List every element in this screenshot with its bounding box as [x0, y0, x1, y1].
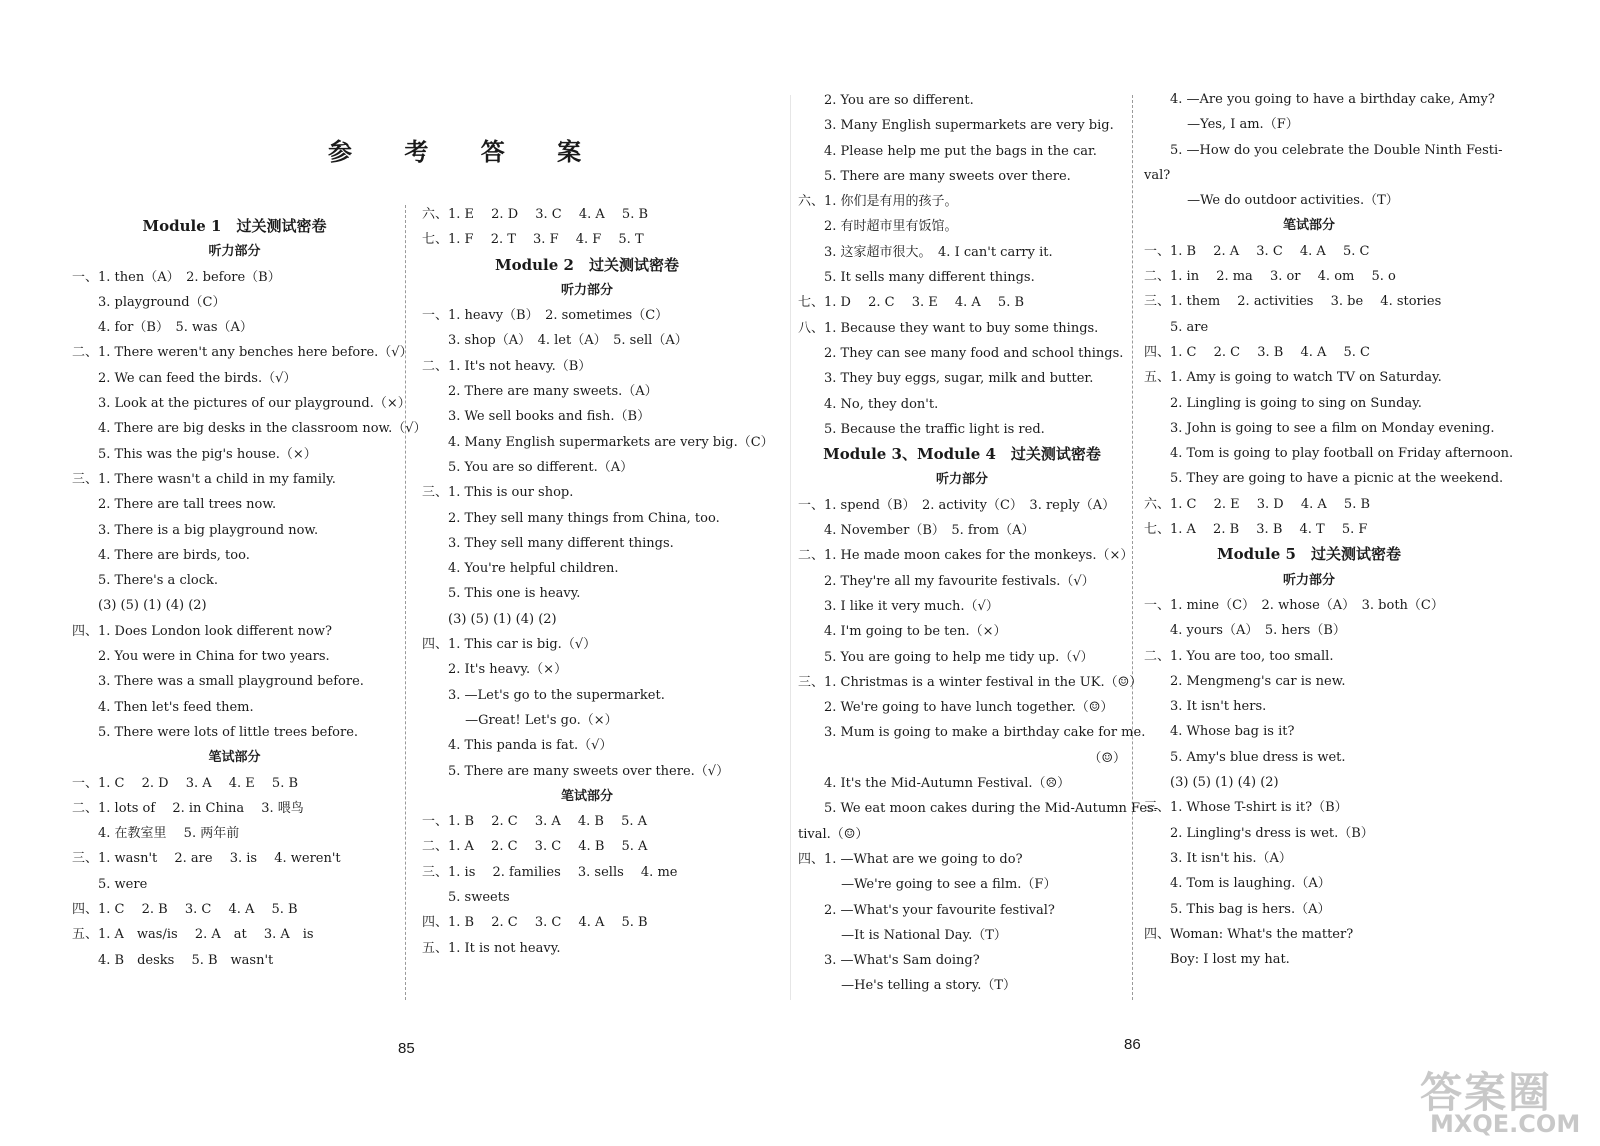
section-heading: 笔试部分: [560, 788, 613, 804]
answer-line: 3. It isn't his.（A）: [1144, 850, 1292, 866]
answer-column-2: [422, 202, 774, 961]
answer-line: 一、1. B 2. C 3. A 4. B 5. A: [422, 814, 648, 830]
answer-line: 5. We eat moon cakes during the Mid-Autumn Fes-: [798, 801, 1159, 817]
answer-line: 2. We're going to have lunch together.（☺）: [798, 700, 1114, 716]
page-title: 参 考 答 案: [328, 137, 604, 166]
answer-line: 3. We sell books and fish.（B）: [422, 409, 651, 425]
answer-line: 三、1. them 2. activities 3. be 4. stories: [1144, 294, 1442, 310]
page-gutter: [790, 95, 791, 1000]
answer-line: 三、1. wasn't 2. are 3. is 4. weren't: [72, 851, 341, 867]
answer-line: 五、1. A was/is 2. A at 3. A is: [72, 927, 314, 943]
answer-column-3: [798, 88, 1159, 999]
answer-line: 四、Woman: What's the matter?: [1144, 926, 1354, 942]
answer-line: 2. They're all my favourite festivals.（√）: [798, 573, 1095, 589]
answer-line: —Great! Let's go.（×）: [422, 712, 618, 728]
answer-line: 5. There were lots of little trees before.: [72, 724, 359, 740]
answer-line: 3. playground（C）: [72, 294, 226, 310]
answer-line: 八、1. Because they want to buy some things.: [798, 320, 1099, 336]
answer-line: 2. 有时超市里有饭馆。: [798, 219, 958, 235]
answer-line: 3. It isn't hers.: [1144, 699, 1267, 715]
answer-line: 4. November（B） 5. from（A）: [798, 523, 1035, 539]
answer-line: 4. You're helpful children.: [422, 561, 619, 577]
answer-line: 5. This was the pig's house.（×）: [72, 446, 317, 462]
answer-line: 一、1. B 2. A 3. C 4. A 5. C: [1144, 243, 1370, 259]
answer-line: 5. sweets: [422, 890, 510, 906]
answer-line: 2. You are so different.: [798, 93, 974, 108]
page-number-left: 85: [398, 1040, 415, 1057]
answer-line: 三、1. There wasn't a child in my family.: [72, 471, 336, 487]
answer-line: 4. —Are you going to have a birthday cake, Amy?: [1144, 92, 1495, 107]
answer-line: 5. There are many sweets over there.（√）: [422, 763, 730, 779]
answer-line: 4. Then let's feed them.: [72, 699, 254, 715]
answer-line: 2. They sell many things from China, too.: [422, 510, 720, 526]
watermark-url: MXQE.COM: [1430, 1110, 1581, 1138]
module-heading: Module 3、Module 4 过关测试密卷: [823, 445, 1101, 464]
answer-line: 一、1. C 2. D 3. A 4. E 5. B: [72, 775, 299, 791]
answer-line: 二、1. It's not heavy.（B）: [422, 358, 592, 374]
column-divider: [405, 205, 406, 1000]
answer-line: （☺）: [1088, 750, 1126, 766]
answer-line: —He's telling a story.（T）: [798, 978, 1016, 994]
answer-line: 2. Mengmeng's car is new.: [1144, 673, 1346, 689]
answer-line: 4. This panda is fat.（√）: [422, 738, 613, 754]
answer-line: 3. I like it very much.（√）: [798, 598, 999, 614]
answer-line: (3) (5) (1) (4) (2): [422, 611, 557, 627]
answer-line: 2. There are tall trees now.: [72, 497, 277, 513]
answer-line: 3. —Let's go to the supermarket.: [422, 687, 665, 703]
answer-line: 3. 这家超市很大。 4. I can't carry it.: [798, 244, 1053, 260]
answer-line: 5. You are so different.（A）: [422, 459, 634, 475]
answer-line: 4. No, they don't.: [798, 396, 939, 412]
answer-line: 四、1. C 2. C 3. B 4. A 5. C: [1144, 344, 1370, 360]
section-heading: 听力部分: [935, 472, 988, 488]
answer-line: 3. —What's Sam doing?: [798, 953, 980, 969]
answer-line: 2. There are many sweets.（A）: [422, 384, 658, 400]
module-heading: Module 5 过关测试密卷: [1217, 545, 1401, 564]
answer-line: 3. shop（A） 4. let（A） 5. sell（A）: [422, 333, 688, 349]
answer-line: 5. There's a clock.: [72, 573, 218, 589]
answer-line: 四、1. B 2. C 3. C 4. A 5. B: [422, 915, 648, 931]
section-heading: 听力部分: [1282, 572, 1335, 588]
answer-line: 3. Many English supermarkets are very big.: [798, 118, 1114, 134]
answer-line: 三、1. This is our shop.: [422, 485, 574, 501]
answer-line: 七、1. F 2. T 3. F 4. F 5. T: [422, 232, 644, 248]
answer-line: 一、1. then（A） 2. before（B）: [72, 269, 281, 285]
answer-line: 二、1. A 2. C 3. C 4. B 5. A: [422, 839, 648, 855]
answer-line: 二、1. in 2. ma 3. or 4. om 5. o: [1144, 269, 1396, 285]
answer-line: tival.（☺）: [798, 826, 869, 842]
answer-line: 4. for（B） 5. was（A）: [72, 320, 253, 336]
answer-line: 5. They are going to have a picnic at the weekend.: [1144, 471, 1504, 487]
answer-line: 二、1. There weren't any benches here before.（√）: [72, 345, 413, 361]
answer-line: —We're going to see a film.（F）: [798, 877, 1057, 893]
answer-line: 五、1. Amy is going to watch TV on Saturday.: [1144, 370, 1442, 386]
answer-line: —We do outdoor activities.（T）: [1144, 193, 1399, 209]
answer-line: 5. were: [72, 876, 148, 892]
answer-line: 三、1. Whose T-shirt is it?（B）: [1144, 800, 1348, 816]
answer-line: 2. We can feed the birds.（√）: [72, 370, 297, 386]
answer-line: 5. Amy's blue dress is wet.: [1144, 749, 1346, 765]
answer-line: 五、1. It is not heavy.: [422, 940, 561, 956]
answer-line: 3. They buy eggs, sugar, milk and butter.: [798, 371, 1094, 387]
answer-line: 3. Mum is going to make a birthday cake for me.: [798, 725, 1146, 741]
answer-line: 六、1. 你们是有用的孩子。: [798, 194, 958, 210]
answer-line: 四、1. This car is big.（√）: [422, 637, 597, 653]
answer-line: 4. I'm going to be ten.（×）: [798, 624, 1007, 640]
answer-line: 3. John is going to see a film on Monday evening.: [1144, 420, 1495, 436]
answer-line: 一、1. spend（B） 2. activity（C） 3. reply（A）: [798, 497, 1116, 513]
module-heading: Module 2 过关测试密卷: [495, 255, 679, 274]
answer-line: —Yes, I am.（F）: [1144, 117, 1299, 133]
answer-line: 三、1. is 2. families 3. sells 4. me: [422, 864, 678, 880]
answer-line: 4. Please help me put the bags in the car.: [798, 143, 1097, 159]
answer-line: —It is National Day.（T）: [798, 927, 1007, 943]
answer-line: 二、1. You are too, too small.: [1144, 648, 1334, 664]
answer-line: 一、1. mine（C） 2. whose（A） 3. both（C）: [1144, 597, 1444, 613]
answer-line: Boy: I lost my hat.: [1144, 952, 1290, 968]
answer-line: 4. There are big desks in the classroom now.（√）: [72, 421, 427, 437]
answer-line: 5. It sells many different things.: [798, 270, 1035, 286]
answer-line: (3) (5) (1) (4) (2): [72, 598, 207, 614]
answer-line: 4. Tom is laughing.（A）: [1144, 876, 1331, 892]
answer-line: 5. There are many sweets over there.: [798, 168, 1071, 184]
answer-line: 2. They can see many food and school things.: [798, 345, 1124, 361]
section-heading: 笔试部分: [208, 750, 261, 766]
answer-line: 4. It's the Mid-Autumn Festival.（☹）: [798, 776, 1071, 792]
answer-line: 5. This one is heavy.: [422, 586, 581, 602]
section-heading: 听力部分: [560, 282, 613, 298]
answer-line: 4. 在教室里 5. 两年前: [72, 826, 240, 842]
answer-line: 二、1. He made moon cakes for the monkeys.（×）: [798, 548, 1134, 564]
answer-line: 4. Tom is going to play football on Friday afternoon.: [1144, 446, 1514, 462]
answer-line: 四、1. —What are we going to do?: [798, 851, 1023, 867]
answer-column-4: [1144, 87, 1514, 972]
section-heading: 笔试部分: [1282, 218, 1335, 234]
module-heading: Module 1 过关测试密卷: [142, 217, 327, 235]
answer-line: 七、1. A 2. B 3. B 4. T 5. F: [1144, 522, 1368, 538]
watermark-logo: [1420, 1060, 1590, 1140]
answer-line: 3. Look at the pictures of our playground.（×）: [72, 396, 411, 412]
answer-line: 七、1. D 2. C 3. E 4. A 5. B: [798, 295, 1025, 311]
answer-line: 3. They sell many different things.: [422, 535, 674, 551]
answer-line: 一、1. heavy（B） 2. sometimes（C）: [422, 308, 669, 324]
answer-column-1: [72, 214, 427, 973]
answer-line: 二、1. lots of 2. in China 3. 喂鸟: [72, 800, 304, 816]
answer-line: 2. It's heavy.（×）: [422, 662, 568, 678]
answer-line: 2. Lingling is going to sing on Sunday.: [1144, 395, 1422, 411]
answer-line: 5. are: [1144, 319, 1209, 335]
answer-line: 四、1. C 2. B 3. C 4. A 5. B: [72, 902, 298, 918]
answer-line: 4. yours（A） 5. hers（B）: [1144, 623, 1346, 639]
section-heading: 听力部分: [208, 244, 261, 260]
answer-line: 5. —How do you celebrate the Double Ninth Festi-: [1144, 142, 1503, 158]
answer-line: 2. Lingling's dress is wet.（B）: [1144, 825, 1374, 841]
answer-line: 5. This bag is hers.（A）: [1144, 901, 1331, 917]
answer-line: val?: [1144, 167, 1171, 183]
answer-line: (3) (5) (1) (4) (2): [1144, 775, 1279, 791]
answer-line: 六、1. C 2. E 3. D 4. A 5. B: [1144, 496, 1371, 512]
answer-line: 4. Many English supermarkets are very big.（C）: [422, 434, 774, 450]
answer-line: 四、1. Does London look different now?: [72, 623, 332, 639]
answer-line: 六、1. E 2. D 3. C 4. A 5. B: [422, 207, 649, 222]
answer-line: 4. There are birds, too.: [72, 547, 250, 563]
answer-line: 三、1. Christmas is a winter festival in the UK.（☺）: [798, 674, 1143, 690]
answer-line: 4. Whose bag is it?: [1144, 724, 1295, 740]
answer-line: 5. Because the traffic light is red.: [798, 421, 1045, 437]
answer-line: 2. —What's your favourite festival?: [798, 902, 1055, 918]
answer-line: 4. B desks 5. B wasn't: [72, 952, 274, 968]
answer-line: 2. You were in China for two years.: [72, 649, 330, 665]
answer-line: 5. You are going to help me tidy up.（√）: [798, 649, 1094, 665]
watermark-title: 答案圈: [1420, 1068, 1553, 1117]
answer-line: 3. There was a small playground before.: [72, 674, 364, 690]
page-number-right: 86: [1124, 1036, 1141, 1053]
answer-line: 3. There is a big playground now.: [72, 522, 319, 538]
